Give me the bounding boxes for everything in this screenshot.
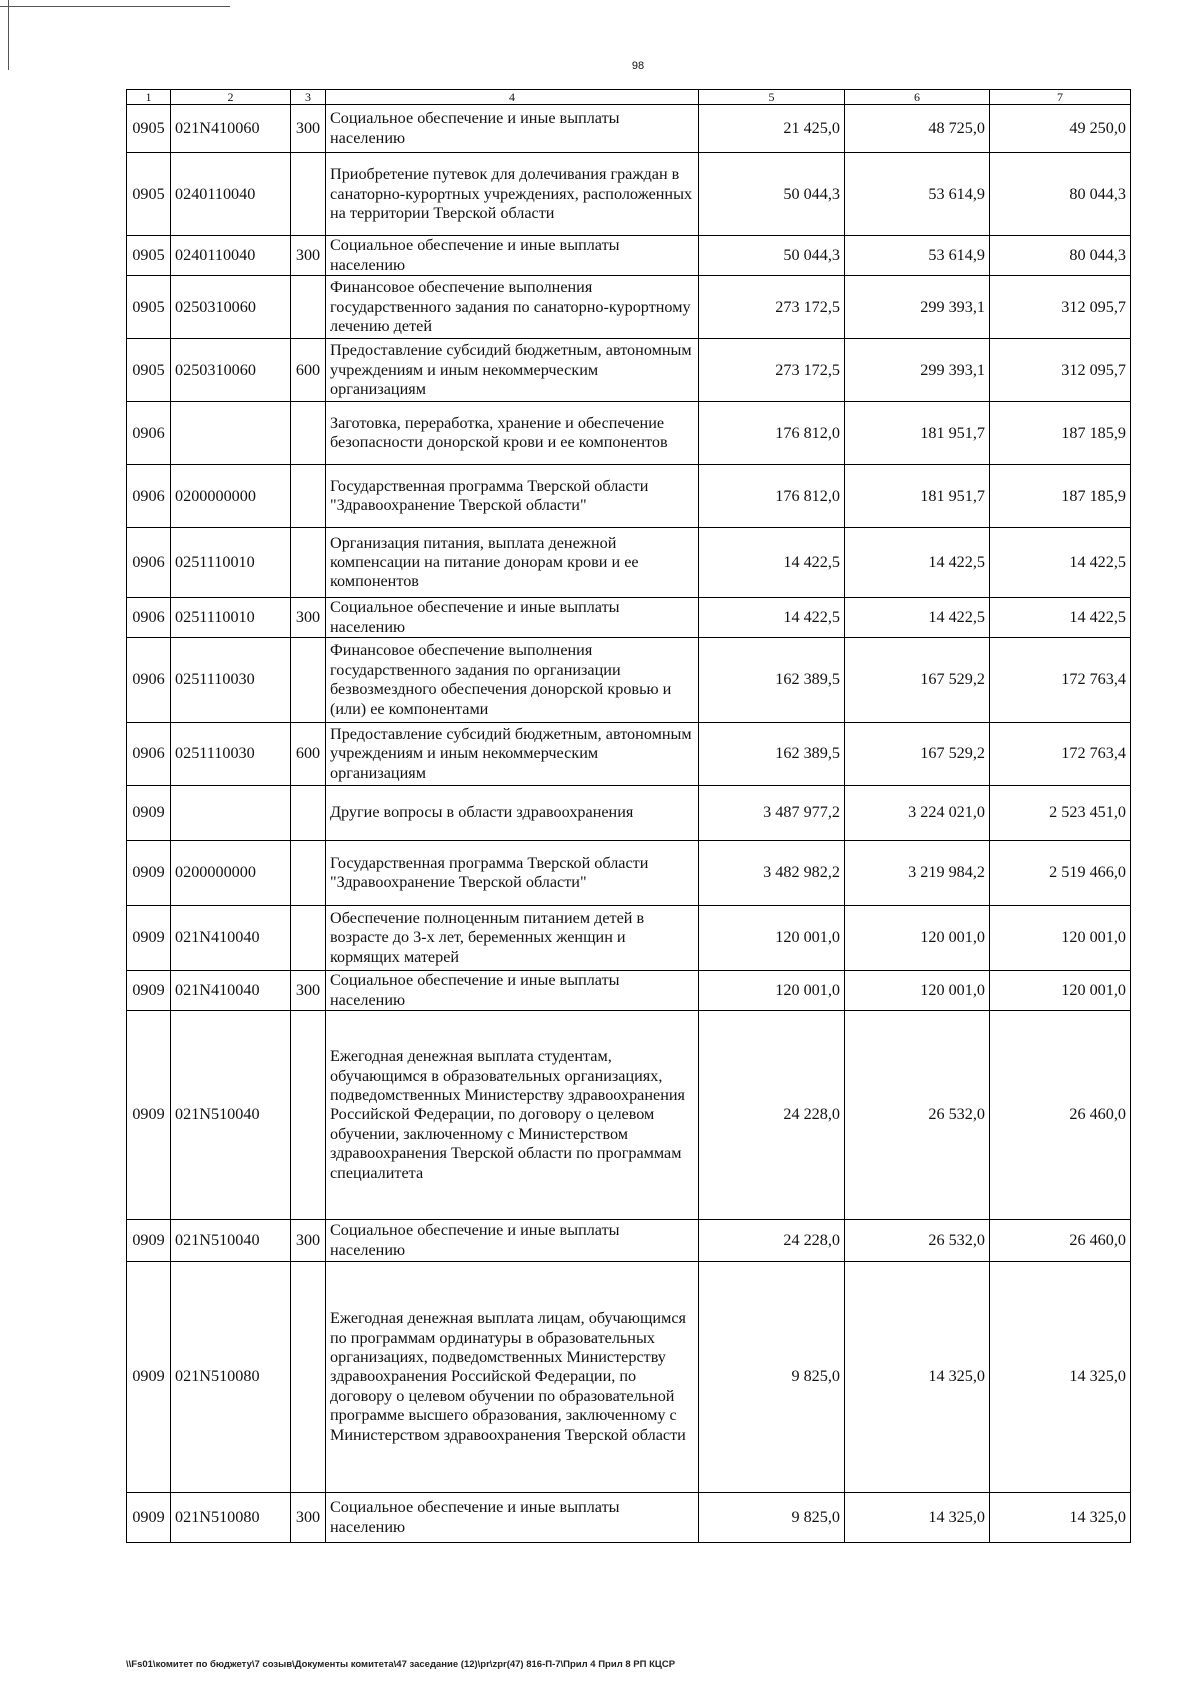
header-row [127,90,1131,105]
value-2022-cell: 299 393,1 [845,339,990,402]
table-row [127,465,1131,528]
name-cell: Заготовка, переработка, хранение и обеспечение безопасности донорской крови и ее компонентов [326,402,699,465]
name-cell: Социальное обеспечение и иные выплаты населению [326,971,699,1011]
value-2023-cell: 2 519 466,0 [990,841,1131,906]
name-cell: Предоставление субсидий бюджетным, автономным учреждениям и иным некоммерческим организациям [326,723,699,786]
header-cell-7: 7 [990,90,1131,105]
section-cell: 0906 [127,598,171,638]
type-cell [291,786,326,841]
name-cell: Финансовое обеспечение выполнения государственного задания по санаторно-курортному лечению детей [326,276,699,339]
type-cell [291,906,326,971]
type-cell: 300 [291,1493,326,1543]
section-cell: 0909 [127,1493,171,1543]
type-cell [291,638,326,723]
type-cell [291,465,326,528]
header-cell-2: 2 [171,90,291,105]
section-cell: 0909 [127,786,171,841]
value-2021-cell: 21 425,0 [699,105,845,153]
value-2022-cell: 14 325,0 [845,1262,990,1493]
name-cell: Социальное обеспечение и иные выплаты населению [326,598,699,638]
section-cell: 0909 [127,1011,171,1220]
section-cell: 0906 [127,638,171,723]
value-2021-cell: 50 044,3 [699,153,845,236]
value-2023-cell: 80 044,3 [990,236,1131,276]
value-2023-cell: 80 044,3 [990,153,1131,236]
value-2022-cell: 53 614,9 [845,236,990,276]
value-2022-cell: 181 951,7 [845,402,990,465]
table-row [127,236,1131,276]
type-cell: 600 [291,339,326,402]
name-cell: Приобретение путевок для долечивания граждан в санаторно-курортных учреждениях, расположенных на территории Тверской области [326,153,699,236]
name-cell: Государственная программа Тверской области "Здравоохранение Тверской области" [326,841,699,906]
section-cell: 0906 [127,465,171,528]
code-cell: 0200000000 [171,465,291,528]
value-2023-cell: 172 763,4 [990,723,1131,786]
table-row [127,906,1131,971]
header-cell-6: 6 [845,90,990,105]
value-2022-cell: 14 422,5 [845,598,990,638]
type-cell [291,528,326,598]
value-2021-cell: 50 044,3 [699,236,845,276]
section-cell: 0905 [127,339,171,402]
name-cell: Ежегодная денежная выплата лицам, обучающимся по программам ординатуры в образовательных организациях, подведомственных Министерству здравоохранения Российской Федерации, по договору о целевом обучении по образовательной программе высшего образования, заключенному с Министерством здравоохранения Тверской области [326,1262,699,1493]
type-cell: 300 [291,1220,326,1262]
value-2021-cell: 14 422,5 [699,598,845,638]
value-2021-cell: 14 422,5 [699,528,845,598]
section-cell: 0906 [127,723,171,786]
section-cell: 0905 [127,105,171,153]
code-cell: 021N510080 [171,1262,291,1493]
budget-table [126,89,1131,1543]
name-cell: Обеспечение полноценным питанием детей в возрасте до 3-х лет, беременных женщин и кормящих матерей [326,906,699,971]
value-2022-cell: 26 532,0 [845,1011,990,1220]
value-2023-cell: 26 460,0 [990,1011,1131,1220]
value-2022-cell: 120 001,0 [845,971,990,1011]
type-cell [291,1011,326,1220]
code-cell: 021N410040 [171,906,291,971]
file-path-footer: \\Fs01\комитет по бюджету\7 созыв\Документы комитета\47 заседание (12)\pr\zpr(47) 816-П-7\Прил 4 Прил 8 РП КЦСР [126,1659,676,1670]
value-2021-cell: 9 825,0 [699,1262,845,1493]
value-2021-cell: 3 487 977,2 [699,786,845,841]
type-cell [291,276,326,339]
table-row [127,528,1131,598]
value-2022-cell: 53 614,9 [845,153,990,236]
value-2022-cell: 14 422,5 [845,528,990,598]
value-2022-cell: 181 951,7 [845,465,990,528]
value-2022-cell: 14 325,0 [845,1493,990,1543]
table-row [127,153,1131,236]
value-2021-cell: 3 482 982,2 [699,841,845,906]
table-row [127,723,1131,786]
section-cell: 0905 [127,153,171,236]
code-cell: 021N510040 [171,1011,291,1220]
value-2023-cell: 14 325,0 [990,1493,1131,1543]
table-row [127,402,1131,465]
table-row [127,1262,1131,1493]
section-cell: 0909 [127,1262,171,1493]
table-row [127,638,1131,723]
section-cell: 0905 [127,276,171,339]
value-2023-cell: 14 325,0 [990,1262,1131,1493]
code-cell: 0251110030 [171,638,291,723]
page-number: 98 [631,60,645,72]
table-row [127,598,1131,638]
type-cell [291,841,326,906]
code-cell [171,402,291,465]
value-2021-cell: 9 825,0 [699,1493,845,1543]
scan-edge-top [0,0,230,7]
name-cell: Социальное обеспечение и иные выплаты населению [326,236,699,276]
code-cell [171,786,291,841]
section-cell: 0906 [127,528,171,598]
code-cell: 0240110040 [171,236,291,276]
table-row [127,1011,1131,1220]
name-cell: Социальное обеспечение и иные выплаты населению [326,105,699,153]
header-cell-1: 1 [127,90,171,105]
type-cell: 300 [291,236,326,276]
value-2022-cell: 26 532,0 [845,1220,990,1262]
code-cell: 021N510080 [171,1493,291,1543]
value-2022-cell: 3 224 021,0 [845,786,990,841]
section-cell: 0909 [127,1220,171,1262]
value-2023-cell: 187 185,9 [990,402,1131,465]
value-2023-cell: 312 095,7 [990,339,1131,402]
name-cell: Социальное обеспечение и иные выплаты населению [326,1493,699,1543]
value-2023-cell: 187 185,9 [990,465,1131,528]
value-2021-cell: 176 812,0 [699,402,845,465]
table-row [127,1220,1131,1262]
name-cell: Государственная программа Тверской области "Здравоохранение Тверской области" [326,465,699,528]
type-cell: 300 [291,971,326,1011]
value-2021-cell: 24 228,0 [699,1011,845,1220]
value-2021-cell: 120 001,0 [699,906,845,971]
type-cell [291,153,326,236]
value-2023-cell: 26 460,0 [990,1220,1131,1262]
value-2023-cell: 14 422,5 [990,598,1131,638]
value-2021-cell: 162 389,5 [699,638,845,723]
code-cell: 021N410060 [171,105,291,153]
section-cell: 0909 [127,971,171,1011]
section-cell: 0909 [127,841,171,906]
code-cell: 0251110030 [171,723,291,786]
value-2022-cell: 167 529,2 [845,638,990,723]
table-row [127,105,1131,153]
type-cell [291,1262,326,1493]
header-cell-3: 3 [291,90,326,105]
table-row [127,339,1131,402]
table-row [127,786,1131,841]
name-cell: Ежегодная денежная выплата студентам, обучающимся в образовательных организациях, подведомственных Министерству здравоохранения Российской Федерации, по договору о целевом обучении, заключенному с Министерством здравоохранения Тверской области по программам специалитета [326,1011,699,1220]
value-2023-cell: 312 095,7 [990,276,1131,339]
code-cell: 021N410040 [171,971,291,1011]
header-cell-4: 4 [326,90,699,105]
value-2021-cell: 120 001,0 [699,971,845,1011]
table-body [127,105,1131,1543]
code-cell: 0240110040 [171,153,291,236]
value-2022-cell: 48 725,0 [845,105,990,153]
code-cell: 021N510040 [171,1220,291,1262]
value-2022-cell: 3 219 984,2 [845,841,990,906]
value-2023-cell: 14 422,5 [990,528,1131,598]
code-cell: 0250310060 [171,276,291,339]
type-cell: 300 [291,105,326,153]
table-row [127,1493,1131,1543]
name-cell: Организация питания, выплата денежной компенсации на питание донорам крови и ее компонентов [326,528,699,598]
value-2023-cell: 172 763,4 [990,638,1131,723]
value-2021-cell: 273 172,5 [699,276,845,339]
value-2023-cell: 120 001,0 [990,971,1131,1011]
name-cell: Финансовое обеспечение выполнения государственного задания по организации безвозмездного обеспечения донорской кровью и (или) ее компонентами [326,638,699,723]
header-cell-5: 5 [699,90,845,105]
type-cell [291,402,326,465]
value-2021-cell: 162 389,5 [699,723,845,786]
code-cell: 0251110010 [171,598,291,638]
value-2023-cell: 2 523 451,0 [990,786,1131,841]
table-row [127,276,1131,339]
value-2023-cell: 120 001,0 [990,906,1131,971]
name-cell: Предоставление субсидий бюджетным, автономным учреждениям и иным некоммерческим организациям [326,339,699,402]
value-2022-cell: 120 001,0 [845,906,990,971]
code-cell: 0251110010 [171,528,291,598]
name-cell: Социальное обеспечение и иные выплаты населению [326,1220,699,1262]
table-row [127,971,1131,1011]
value-2022-cell: 167 529,2 [845,723,990,786]
table-row [127,841,1131,906]
code-cell: 0200000000 [171,841,291,906]
value-2021-cell: 273 172,5 [699,339,845,402]
name-cell: Другие вопросы в области здравоохранения [326,786,699,841]
section-cell: 0906 [127,402,171,465]
type-cell: 300 [291,598,326,638]
code-cell: 0250310060 [171,339,291,402]
value-2021-cell: 24 228,0 [699,1220,845,1262]
value-2021-cell: 176 812,0 [699,465,845,528]
section-cell: 0905 [127,236,171,276]
value-2023-cell: 49 250,0 [990,105,1131,153]
value-2022-cell: 299 393,1 [845,276,990,339]
type-cell: 600 [291,723,326,786]
section-cell: 0909 [127,906,171,971]
